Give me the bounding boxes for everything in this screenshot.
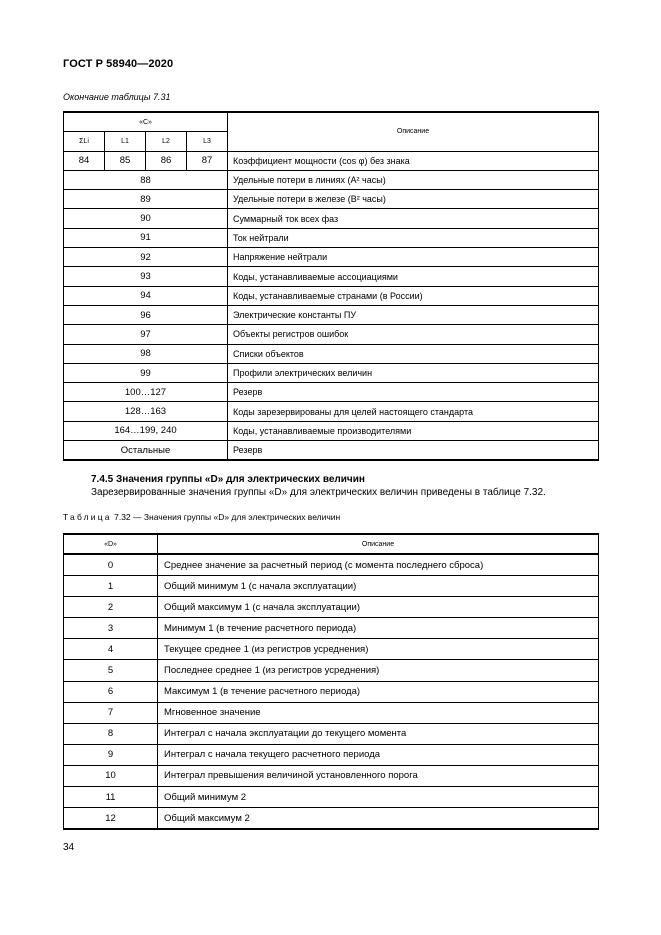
table-row — [64, 660, 599, 681]
table-cell: Резерв — [228, 441, 599, 461]
table-cell: 128…163 — [64, 402, 228, 421]
table-row — [64, 787, 599, 808]
table-cell: 164…199, 240 — [64, 421, 228, 440]
table-row — [64, 267, 599, 286]
table-cell: 92 — [64, 248, 228, 267]
page-number: 34 — [63, 842, 75, 853]
table-cell: 99 — [64, 363, 228, 382]
table-cell: Интеграл с начала текущего расчетного периода — [158, 744, 599, 765]
table-cell: Текущее среднее 1 (из регистров усреднения) — [158, 639, 599, 660]
sub-header-l3: L3 — [187, 132, 228, 151]
table-row — [64, 597, 599, 618]
table-row — [64, 170, 599, 189]
table-7-32 — [63, 533, 599, 830]
table-7-32-caption — [63, 512, 340, 522]
table-cell: Общий максимум 2 — [158, 808, 599, 830]
description-header: Описание — [158, 534, 599, 554]
table-cell: Объекты регистров ошибок — [228, 325, 599, 344]
table-cell: Резерв — [228, 383, 599, 402]
table-cell: 8 — [64, 723, 158, 744]
table-cell: Суммарный ток всех фаз — [228, 209, 599, 228]
table-cell: Коэффициент мощности (cos φ) без знака — [228, 151, 599, 170]
table-row — [64, 639, 599, 660]
section-text: Зарезервированные значения группы «D» для электрических величин приведены в таблице 7.32. — [91, 487, 546, 498]
sub-header-l1: L1 — [105, 132, 146, 151]
table-cell: Коды зарезервированы для целей настоящего стандарта — [228, 402, 599, 421]
table-row — [64, 190, 599, 209]
table-7-31 — [63, 111, 599, 461]
table-row — [64, 325, 599, 344]
table-cell: 98 — [64, 344, 228, 363]
table-row — [64, 618, 599, 639]
caption-rest: 7.32 — Значения группы «D» для электрических величин — [114, 512, 341, 522]
table-row — [64, 363, 599, 382]
table-cell: Общий минимум 1 (с начала эксплуатации) — [158, 576, 599, 597]
table-cell: 90 — [64, 209, 228, 228]
table-cell: 96 — [64, 305, 228, 324]
table-cell: 7 — [64, 702, 158, 723]
caption-prefix: Таблица — [63, 512, 112, 522]
sub-header-sum-li: ΣLi — [64, 132, 105, 151]
table-cell: 4 — [64, 639, 158, 660]
table-cell: 2 — [64, 597, 158, 618]
table-cell: Профили электрических величин — [228, 363, 599, 382]
table-7-31-caption: Окончание таблицы 7.31 — [63, 92, 171, 102]
table-cell: 87 — [187, 151, 228, 170]
table-cell: 94 — [64, 286, 228, 305]
d-header: «D» — [64, 534, 158, 554]
table-cell: 86 — [146, 151, 187, 170]
table-cell: Удельные потери в линиях (A² часы) — [228, 170, 599, 189]
table-row — [64, 576, 599, 597]
table-row — [64, 744, 599, 765]
table-cell: Среднее значение за расчетный период (с момента последнего сброса) — [158, 554, 599, 576]
table-cell: 12 — [64, 808, 158, 830]
table-row — [64, 554, 599, 576]
table-cell: Коды, устанавливаемые производителями — [228, 421, 599, 440]
table-row — [64, 344, 599, 363]
table-cell: 89 — [64, 190, 228, 209]
table-row — [64, 723, 599, 744]
table-cell: 100…127 — [64, 383, 228, 402]
table-cell: Электрические константы ПУ — [228, 305, 599, 324]
table-cell: Коды, устанавливаемые странами (в России) — [228, 286, 599, 305]
table-cell: 11 — [64, 787, 158, 808]
table-cell: 10 — [64, 765, 158, 786]
table-row — [64, 286, 599, 305]
table-cell: Списки объектов — [228, 344, 599, 363]
table-cell: 88 — [64, 170, 228, 189]
table-row — [64, 702, 599, 723]
table-cell: 84 — [64, 151, 105, 170]
table-cell: 1 — [64, 576, 158, 597]
table-row — [64, 209, 599, 228]
table-row — [64, 402, 599, 421]
table-cell: Последнее среднее 1 (из регистров усреднения) — [158, 660, 599, 681]
section-title: 7.4.5 Значения группы «D» для электрических величин — [91, 474, 365, 485]
table-cell: Общий минимум 2 — [158, 787, 599, 808]
table-row — [64, 808, 599, 830]
table-row — [64, 228, 599, 247]
table-cell: 97 — [64, 325, 228, 344]
table-row — [64, 421, 599, 440]
table-cell: 91 — [64, 228, 228, 247]
table-cell: Интеграл с начала эксплуатации до текущего момента — [158, 723, 599, 744]
group-c-header: «C» — [64, 112, 228, 132]
table-cell: Коды, устанавливаемые ассоциациями — [228, 267, 599, 286]
table-row — [64, 151, 599, 170]
table-row — [64, 681, 599, 702]
table-cell: Интеграл превышения величиной установленного порога — [158, 765, 599, 786]
table-cell: Максимум 1 (в течение расчетного периода) — [158, 681, 599, 702]
table-row — [64, 383, 599, 402]
table-cell: Удельные потери в железе (B² часы) — [228, 190, 599, 209]
table-cell: 6 — [64, 681, 158, 702]
table-cell: 5 — [64, 660, 158, 681]
sub-header-l2: L2 — [146, 132, 187, 151]
table-row — [64, 305, 599, 324]
table-cell: 3 — [64, 618, 158, 639]
table-cell: Минимум 1 (в течение расчетного периода) — [158, 618, 599, 639]
table-cell: 85 — [105, 151, 146, 170]
table-cell: 93 — [64, 267, 228, 286]
table-cell: Остальные — [64, 441, 228, 461]
table-cell: 0 — [64, 554, 158, 576]
table-row — [64, 441, 599, 461]
table-cell: Общий максимум 1 (с начала эксплуатации) — [158, 597, 599, 618]
table-cell: Ток нейтрали — [228, 228, 599, 247]
table-row — [64, 765, 599, 786]
table-cell: Напряжение нейтрали — [228, 248, 599, 267]
table-row — [64, 248, 599, 267]
table-cell: 9 — [64, 744, 158, 765]
description-header: Описание — [228, 112, 599, 151]
document-header: ГОСТ Р 58940—2020 — [63, 58, 174, 70]
table-cell: Мгновенное значение — [158, 702, 599, 723]
